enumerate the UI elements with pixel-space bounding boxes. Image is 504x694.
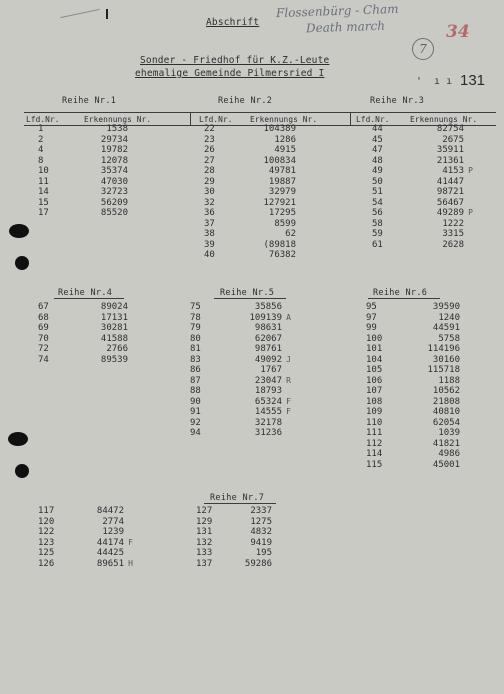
lfd-number: 115: [366, 459, 383, 470]
table-row: [366, 439, 460, 450]
erkennungs-number: 49781: [268, 166, 296, 176]
lfd-number: 1: [38, 124, 44, 134]
lfd-number: 83: [190, 354, 201, 365]
column-separator: [190, 112, 191, 125]
erkennungs-number: 1039: [438, 428, 460, 438]
erkennungs-number: 1286: [274, 134, 296, 145]
erkennungs-number: 19887: [268, 176, 296, 187]
erkennungs-number: 114196: [427, 344, 460, 354]
abschrift-label: Abschrift: [206, 17, 260, 28]
lfd-number: 95: [366, 302, 377, 312]
section-title-reihe2: Reihe Nr.2: [218, 96, 273, 106]
lfd-number: 129: [196, 516, 213, 527]
table-row: [204, 145, 296, 156]
table-row: [190, 396, 291, 408]
lfd-number: 81: [190, 344, 201, 354]
lfd-number: 68: [38, 312, 49, 323]
category-mark: F: [286, 407, 291, 416]
lfd-number: 75: [190, 302, 201, 312]
lfd-number: 15: [38, 197, 49, 208]
table-row: [372, 208, 473, 219]
erkennungs-number: 49289: [436, 208, 464, 218]
erkennungs-number: 19782: [100, 145, 128, 155]
reihe7-table-right: [196, 506, 272, 569]
lfd-number: 79: [190, 323, 201, 333]
erkennungs-number: 1767: [260, 365, 282, 375]
erkennungs-number: 56209: [100, 197, 128, 208]
punch-hole: [15, 464, 29, 478]
erkennungs-number: 65324: [254, 396, 282, 407]
erkennungs-number: 3315: [442, 229, 464, 239]
erkennungs-number: 41588: [100, 333, 128, 344]
lfd-number: 107: [366, 386, 383, 396]
table-row: [204, 124, 296, 135]
table-row: [204, 166, 296, 177]
lfd-number: 58: [372, 218, 383, 229]
erkennungs-number: 84472: [96, 506, 124, 516]
lfd-number: 39: [204, 239, 215, 250]
table-row: [38, 302, 128, 313]
reihe5-table: [190, 302, 291, 439]
table-row: [372, 177, 464, 188]
lfd-number: 94: [190, 428, 201, 438]
section-title-reihe3: Reihe Nr.3: [370, 96, 425, 106]
erkennungs-number: 127921: [263, 197, 296, 208]
table-row: [190, 407, 291, 418]
table-row: [366, 418, 460, 429]
table-row: [372, 240, 464, 251]
table-row: [204, 208, 296, 219]
reihe1-table: [38, 124, 128, 219]
erkennungs-number: 4153: [442, 166, 464, 176]
column-header-lfd: Lfd.Nr.: [26, 115, 60, 124]
erkennungs-number: 32723: [100, 187, 128, 197]
lfd-number: 90: [190, 396, 201, 407]
table-row: [366, 334, 460, 345]
table-row: [190, 375, 291, 387]
lfd-number: 88: [190, 386, 201, 396]
column-separator: [350, 112, 351, 125]
lfd-number: 117: [38, 506, 55, 516]
lfd-number: 114: [366, 449, 383, 459]
section-underline: [204, 503, 276, 504]
punch-hole: [9, 224, 29, 238]
erkennungs-number: 18793: [254, 386, 282, 396]
erkennungs-number: 9419: [250, 537, 272, 548]
lfd-number: 120: [38, 516, 55, 527]
section-underline: [214, 298, 286, 299]
table-row: [366, 313, 460, 324]
table-row: [190, 323, 282, 334]
table-row: [366, 344, 460, 355]
lfd-number: 26: [204, 145, 215, 155]
lfd-number: 74: [38, 354, 49, 365]
scan-mark: [60, 9, 99, 18]
table-row: [38, 538, 134, 549]
column-header-erk: Erkennungs Nr.: [84, 115, 152, 124]
erkennungs-number: 41447: [436, 176, 464, 187]
erkennungs-number: 32178: [254, 417, 282, 428]
table-row: [38, 187, 128, 198]
erkennungs-number: 85520: [100, 208, 128, 218]
table-row: [366, 428, 460, 439]
table-row: [366, 397, 460, 408]
column-header-erk: Erkennungs Nr.: [410, 115, 478, 124]
lfd-number: 2: [38, 134, 44, 145]
table-row: [204, 229, 296, 240]
table-row: [38, 198, 128, 209]
lfd-number: 100: [366, 333, 383, 344]
table-row: [38, 506, 134, 517]
table-row: [204, 177, 296, 188]
erkennungs-number: 12078: [100, 155, 128, 166]
table-row: [38, 323, 128, 334]
erkennungs-number: 49092: [254, 354, 282, 365]
table-row: [190, 418, 282, 429]
category-mark: H: [128, 558, 133, 568]
lfd-number: 78: [190, 312, 201, 323]
table-row: [204, 219, 296, 230]
table-row: [204, 240, 296, 251]
lfd-number: 11: [38, 176, 49, 187]
lfd-number: 106: [366, 375, 383, 386]
table-row: [196, 559, 272, 570]
table-row: [366, 302, 460, 313]
erkennungs-number: 30160: [432, 354, 460, 365]
table-row: [38, 135, 128, 146]
lfd-number: 87: [190, 375, 201, 386]
table-row: [366, 407, 460, 418]
erkennungs-number: 2628: [442, 239, 464, 250]
reihe3-table: [372, 124, 473, 250]
lfd-number: 80: [190, 333, 201, 344]
lfd-number: 92: [190, 417, 201, 428]
lfd-number: 50: [372, 176, 383, 187]
lfd-number: 105: [366, 365, 383, 375]
erkennungs-number: 14555: [254, 407, 282, 417]
lfd-number: 108: [366, 396, 383, 407]
erkennungs-number: 21361: [436, 155, 464, 166]
table-row: [204, 250, 296, 261]
lfd-number: 48: [372, 155, 383, 166]
table-row: [190, 428, 282, 439]
table-row: [366, 365, 460, 376]
erkennungs-number: 1240: [438, 312, 460, 323]
lfd-number: 44: [372, 124, 383, 134]
erkennungs-number: 89651: [96, 558, 124, 569]
lfd-number: 111: [366, 428, 383, 438]
erkennungs-number: 89539: [100, 354, 128, 365]
table-row: [366, 449, 460, 460]
red-annotation: 34: [446, 22, 470, 42]
category-mark: J: [286, 354, 291, 364]
table-row: [190, 365, 282, 376]
erkennungs-number: 4832: [250, 527, 272, 537]
table-row: [196, 538, 272, 549]
erkennungs-number: 2774: [102, 516, 124, 527]
table-row: [366, 376, 460, 387]
lfd-number: 72: [38, 344, 49, 354]
category-mark: P: [468, 166, 473, 175]
lfd-number: 40: [204, 250, 215, 260]
table-row: [38, 344, 128, 355]
punch-hole: [8, 432, 28, 446]
scan-mark: [106, 9, 108, 19]
table-row: [372, 219, 464, 230]
table-row: [372, 198, 464, 209]
erkennungs-number: 1538: [106, 124, 128, 134]
erkennungs-number: 98721: [436, 187, 464, 197]
erkennungs-number: 82754: [436, 124, 464, 134]
table-row: [38, 166, 128, 177]
lfd-number: 23: [204, 134, 215, 145]
table-row: [204, 156, 296, 167]
sheet-number: 131: [460, 72, 486, 89]
section-title-reihe7: Reihe Nr.7: [210, 493, 265, 503]
punch-hole: [15, 256, 29, 270]
table-row: [204, 187, 296, 198]
section-title-reihe6: Reihe Nr.6: [373, 288, 428, 298]
erkennungs-number: 195: [255, 548, 272, 558]
lfd-number: 38: [204, 229, 215, 239]
lfd-number: 97: [366, 312, 377, 323]
table-row: [38, 527, 134, 538]
erkennungs-number: 98631: [254, 323, 282, 333]
lfd-number: 122: [38, 527, 55, 537]
erkennungs-number: 30281: [100, 323, 128, 333]
erkennungs-number: 40810: [432, 407, 460, 417]
lfd-number: 126: [38, 558, 55, 569]
lfd-number: 51: [372, 187, 383, 197]
erkennungs-number: 17295: [268, 208, 296, 218]
lfd-number: 133: [196, 548, 213, 558]
table-row: [38, 145, 128, 156]
erkennungs-number: 1275: [250, 516, 272, 527]
erkennungs-number: (89818: [263, 239, 296, 250]
erkennungs-number: 44425: [96, 548, 124, 558]
lfd-number: 10: [38, 166, 49, 176]
section-title-reihe4: Reihe Nr.4: [58, 288, 113, 298]
lfd-number: 123: [38, 537, 55, 548]
erkennungs-number: 35374: [100, 166, 128, 176]
lfd-number: 61: [372, 239, 383, 250]
lfd-number: 45: [372, 134, 383, 145]
lfd-number: 37: [204, 218, 215, 229]
table-row: [204, 198, 296, 209]
table-row: [372, 166, 473, 177]
circled-number: 7: [412, 38, 434, 60]
category-mark: R: [286, 375, 291, 385]
erkennungs-number: 115718: [427, 365, 460, 375]
erkennungs-number: 1239: [102, 527, 124, 537]
erkennungs-number: 2337: [250, 506, 272, 516]
table-row: [372, 229, 464, 240]
erkennungs-number: 89024: [100, 302, 128, 312]
table-row: [196, 527, 272, 538]
category-mark: F: [128, 537, 133, 547]
table-row: [38, 124, 128, 135]
header-rule-top: [24, 112, 496, 113]
table-row: [372, 156, 464, 167]
handwritten-note-line1: Flossenbürg - Cham: [275, 1, 399, 21]
table-row: [190, 344, 282, 355]
column-header-lfd: Lfd.Nr.: [356, 115, 390, 124]
erkennungs-number: 59286: [244, 558, 272, 569]
table-row: [190, 312, 291, 324]
lfd-number: 4: [38, 145, 44, 155]
erkennungs-number: 4915: [274, 145, 296, 155]
erkennungs-number: 62: [285, 229, 296, 239]
table-row: [196, 517, 272, 528]
category-mark: F: [286, 396, 291, 406]
reihe6-table: [366, 302, 460, 470]
erkennungs-number: 44174: [96, 537, 124, 548]
lfd-number: 22: [204, 124, 215, 134]
table-row: [196, 506, 272, 517]
table-row: [204, 135, 296, 146]
table-row: [190, 302, 282, 313]
erkennungs-number: 47030: [100, 176, 128, 187]
erkennungs-number: 29734: [100, 134, 128, 145]
reihe7-table-left: [38, 506, 134, 569]
erkennungs-number: 35856: [254, 302, 282, 312]
table-row: [196, 548, 272, 559]
erkennungs-number: 17131: [100, 312, 128, 323]
document-title: Sonder - Friedhof für K.Z.-Leute: [140, 55, 330, 66]
column-header-lfd: Lfd.Nr.: [199, 115, 233, 124]
lfd-number: 101: [366, 344, 383, 354]
lfd-number: 99: [366, 323, 377, 333]
section-title-reihe1: Reihe Nr.1: [62, 96, 117, 106]
lfd-number: 47: [372, 145, 383, 155]
erkennungs-number: 35911: [436, 145, 464, 155]
reihe4-table: [38, 302, 128, 365]
reihe2-table: [204, 124, 296, 261]
erkennungs-number: 109139: [249, 312, 282, 323]
erkennungs-number: 2766: [106, 344, 128, 354]
lfd-number: 8: [38, 155, 44, 166]
erkennungs-number: 44591: [432, 323, 460, 333]
lfd-number: 109: [366, 407, 383, 417]
category-mark: P: [468, 208, 473, 217]
table-row: [38, 156, 128, 167]
table-row: [38, 517, 134, 528]
lfd-number: 70: [38, 333, 49, 344]
section-underline: [368, 298, 440, 299]
tick-marks: ' ı ı: [416, 76, 453, 87]
lfd-number: 132: [196, 537, 213, 548]
erkennungs-number: 4986: [438, 449, 460, 459]
erkennungs-number: 56467: [436, 197, 464, 208]
lfd-number: 112: [366, 438, 383, 449]
erkennungs-number: 76382: [268, 250, 296, 260]
erkennungs-number: 1222: [442, 218, 464, 229]
lfd-number: 54: [372, 197, 383, 208]
handwritten-note-line2: Death march: [305, 18, 386, 36]
table-row: [38, 313, 128, 324]
erkennungs-number: 41821: [432, 438, 460, 449]
lfd-number: 69: [38, 323, 49, 333]
erkennungs-number: 100834: [263, 155, 296, 166]
table-row: [38, 355, 128, 366]
lfd-number: 27: [204, 155, 215, 166]
lfd-number: 110: [366, 417, 383, 428]
erkennungs-number: 104389: [263, 124, 296, 134]
lfd-number: 14: [38, 187, 49, 197]
lfd-number: 131: [196, 527, 213, 537]
lfd-number: 56: [372, 208, 383, 218]
table-row: [190, 386, 282, 397]
lfd-number: 67: [38, 302, 49, 312]
lfd-number: 17: [38, 208, 49, 218]
document-subtitle: ehemalige Gemeinde Pilmersried I: [135, 68, 325, 79]
table-row: [38, 559, 134, 570]
erkennungs-number: 2675: [442, 134, 464, 145]
erkennungs-number: 10562: [432, 386, 460, 396]
lfd-number: 28: [204, 166, 215, 176]
erkennungs-number: 98761: [254, 344, 282, 354]
erkennungs-number: 45001: [432, 459, 460, 470]
column-header-erk: Erkennungs Nr.: [250, 115, 318, 124]
lfd-number: 104: [366, 354, 383, 365]
table-row: [38, 548, 134, 559]
erkennungs-number: 21808: [432, 396, 460, 407]
table-row: [366, 460, 460, 471]
lfd-number: 86: [190, 365, 201, 375]
lfd-number: 32: [204, 197, 215, 208]
erkennungs-number: 32979: [268, 187, 296, 197]
table-row: [372, 187, 464, 198]
table-row: [366, 355, 460, 366]
lfd-number: 125: [38, 548, 55, 558]
erkennungs-number: 5758: [438, 333, 460, 344]
lfd-number: 29: [204, 176, 215, 187]
lfd-number: 59: [372, 229, 383, 239]
lfd-number: 49: [372, 166, 383, 176]
erkennungs-number: 23047: [254, 375, 282, 386]
table-row: [372, 145, 464, 156]
table-row: [190, 334, 282, 345]
category-mark: A: [286, 312, 291, 322]
erkennungs-number: 62067: [254, 333, 282, 344]
table-row: [38, 208, 128, 219]
table-row: [190, 354, 291, 366]
table-row: [38, 334, 128, 345]
erkennungs-number: 8599: [274, 218, 296, 229]
erkennungs-number: 39590: [432, 302, 460, 312]
erkennungs-number: 62054: [432, 417, 460, 428]
section-title-reihe5: Reihe Nr.5: [220, 288, 275, 298]
table-row: [372, 124, 464, 135]
section-underline: [54, 298, 124, 299]
erkennungs-number: 31236: [254, 428, 282, 438]
lfd-number: 137: [196, 558, 213, 569]
table-row: [372, 135, 464, 146]
lfd-number: 36: [204, 208, 215, 218]
lfd-number: 91: [190, 407, 201, 417]
table-row: [366, 323, 460, 334]
lfd-number: 30: [204, 187, 215, 197]
table-row: [366, 386, 460, 397]
table-row: [38, 177, 128, 188]
lfd-number: 127: [196, 506, 213, 516]
erkennungs-number: 1188: [438, 375, 460, 386]
